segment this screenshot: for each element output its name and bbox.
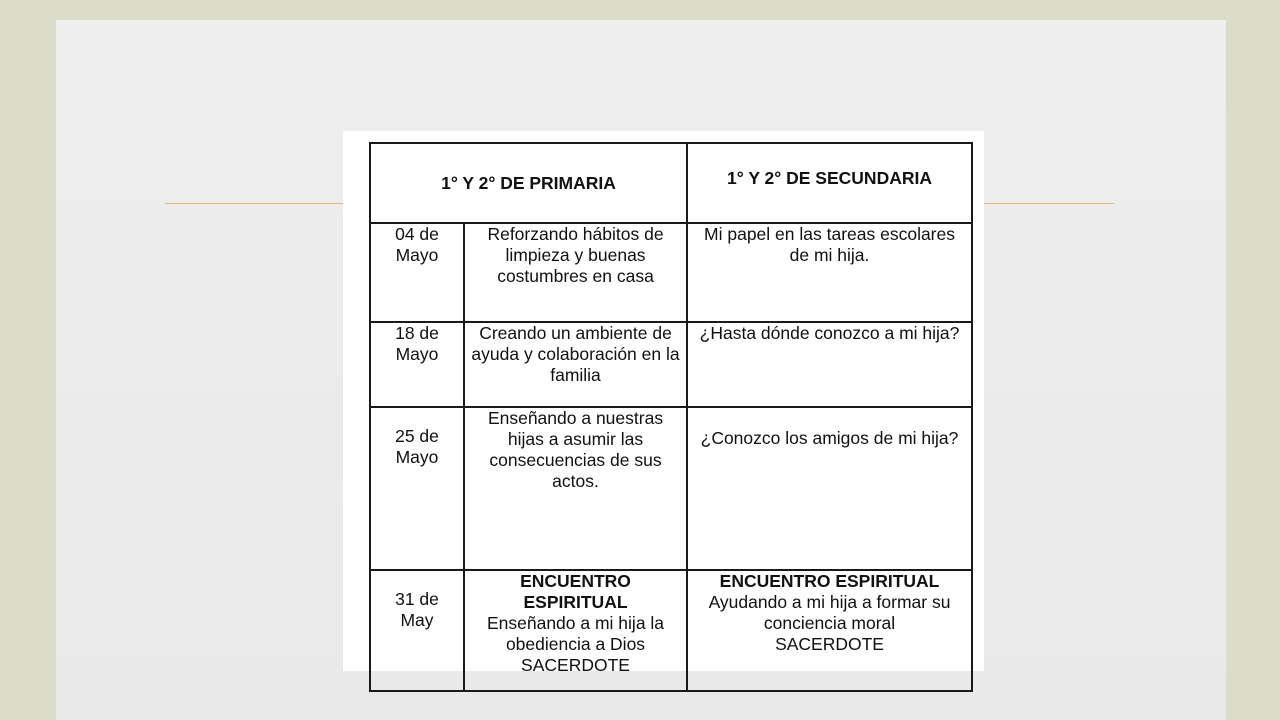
- encuentro-note: SACERDOTE: [521, 655, 630, 675]
- date-line: 31 de: [395, 589, 439, 609]
- date-line: 25 de: [395, 426, 439, 446]
- header-secundaria: [687, 143, 972, 223]
- accent-line-left: [165, 203, 345, 204]
- primaria-cell: Creando un ambiente de ayuda y colaboración en la familia: [464, 322, 687, 407]
- header-primaria: [370, 143, 687, 223]
- secundaria-cell: Mi papel en las tareas escolares de mi hija.: [687, 223, 972, 322]
- primaria-cell: Reforzando hábitos de limpieza y buenas costumbres en casa: [464, 223, 687, 322]
- header-secundaria-label: 1° Y 2° DE SECUNDARIA: [727, 167, 932, 188]
- table-row: [370, 322, 972, 407]
- schedule-table-image: [343, 131, 984, 675]
- secundaria-cell: [687, 570, 972, 691]
- table-row: [370, 223, 972, 322]
- secundaria-cell: ¿Hasta dónde conozco a mi hija?: [687, 322, 972, 407]
- table-row: [370, 570, 972, 691]
- primaria-cell: [464, 570, 687, 691]
- date-line: 04 de: [395, 224, 439, 244]
- date-cell: [370, 570, 464, 691]
- header-primaria-label: 1° Y 2° DE PRIMARIA: [441, 172, 616, 193]
- table-header-row: [370, 143, 972, 223]
- encuentro-title: ENCUENTRO ESPIRITUAL: [719, 571, 940, 591]
- encuentro-text: Ayudando a mi hija a formar su conciencia moral: [708, 592, 951, 633]
- date-cell: [370, 223, 464, 322]
- encuentro-note: SACERDOTE: [775, 634, 884, 654]
- date-line: Mayo: [395, 447, 439, 467]
- date-cell: [370, 407, 464, 570]
- date-line: Mayo: [395, 344, 439, 364]
- encuentro-text: Enseñando a mi hija la obediencia a Dios: [486, 613, 665, 654]
- primaria-cell: Enseñando a nuestras hijas a asumir las consecuencias de sus actos.: [464, 407, 687, 570]
- date-line: 18 de: [395, 323, 439, 343]
- secundaria-cell: ¿Conozco los amigos de mi hija?: [687, 407, 972, 570]
- date-cell: [370, 322, 464, 407]
- date-line: May: [400, 610, 434, 630]
- encuentro-title: ENCUENTRO ESPIRITUAL: [520, 571, 631, 612]
- table-row: [370, 407, 972, 570]
- accent-line-right: [984, 203, 1114, 204]
- schedule-table: [369, 142, 973, 692]
- date-line: Mayo: [395, 245, 439, 265]
